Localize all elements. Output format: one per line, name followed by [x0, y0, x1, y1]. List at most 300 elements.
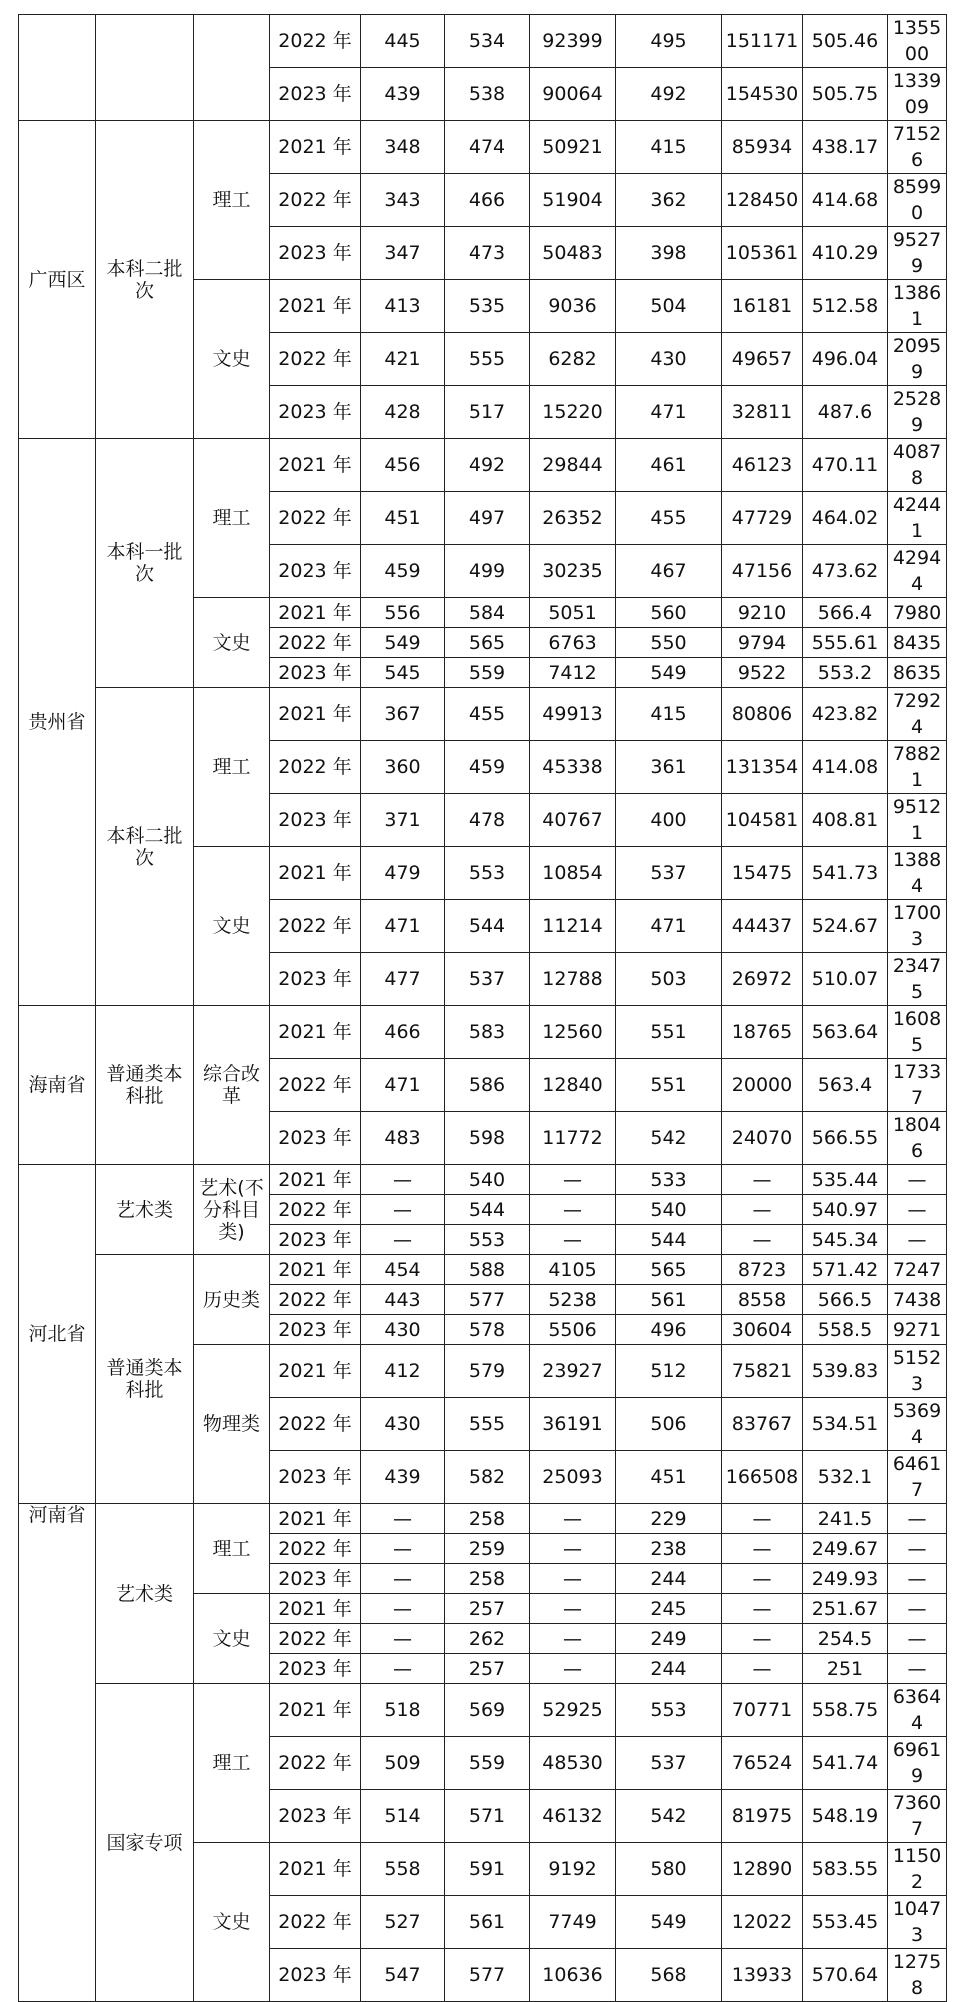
cell-g-cell: 540.97 — [803, 1195, 888, 1225]
cell-d-cell: 30235 — [530, 545, 616, 598]
cell-h-cell: 7247 — [888, 1255, 947, 1285]
cell-b-cell: 454 — [361, 1255, 445, 1285]
cell-h-cell: — — [888, 1624, 947, 1654]
category-cell: 历史类 — [194, 1255, 270, 1345]
cell-e-cell: 551 — [616, 1006, 722, 1059]
cell-c-cell: 584 — [445, 598, 530, 628]
cell-e-cell: 244 — [616, 1564, 722, 1594]
cell-e-cell: 245 — [616, 1594, 722, 1624]
cell-d-cell: 92399 — [530, 15, 616, 68]
cell-g-cell: 505.75 — [803, 68, 888, 121]
cell-f-cell: — — [722, 1165, 803, 1195]
year-cell: 2021 年 — [270, 439, 361, 492]
batch-cell: 本科二批次 — [96, 121, 194, 439]
province-cell: 河北省 — [19, 1165, 96, 1504]
cell-h-cell: 95279 — [888, 227, 947, 280]
cell-b-cell: 527 — [361, 1896, 445, 1949]
cell-d-cell: 90064 — [530, 68, 616, 121]
cell-h-cell: 20959 — [888, 333, 947, 386]
category-cell: 艺术(不分科目类) — [194, 1165, 270, 1255]
cell-c-cell: 534 — [445, 15, 530, 68]
cell-f-cell: 81975 — [722, 1790, 803, 1843]
cell-h-cell: — — [888, 1564, 947, 1594]
category-cell — [194, 15, 270, 121]
cell-c-cell: 499 — [445, 545, 530, 598]
table-row — [19, 1504, 947, 1534]
cell-g-cell: 571.42 — [803, 1255, 888, 1285]
year-cell: 2023 年 — [270, 1790, 361, 1843]
year-cell: 2022 年 — [270, 1285, 361, 1315]
cell-g-cell: 414.68 — [803, 174, 888, 227]
year-cell: 2023 年 — [270, 1654, 361, 1684]
cell-f-cell: 24070 — [722, 1112, 803, 1165]
cell-h-cell: 13884 — [888, 847, 947, 900]
cell-b-cell: 347 — [361, 227, 445, 280]
cell-h-cell: 73607 — [888, 1790, 947, 1843]
cell-e-cell: 544 — [616, 1225, 722, 1255]
cell-d-cell: 48530 — [530, 1737, 616, 1790]
cell-e-cell: 415 — [616, 121, 722, 174]
cell-f-cell: 12890 — [722, 1843, 803, 1896]
cell-d-cell: 36191 — [530, 1398, 616, 1451]
cell-d-cell: 11772 — [530, 1112, 616, 1165]
cell-g-cell: 410.29 — [803, 227, 888, 280]
cell-g-cell: 583.55 — [803, 1843, 888, 1896]
cell-c-cell: 559 — [445, 658, 530, 688]
cell-f-cell: 154530 — [722, 68, 803, 121]
year-cell: 2021 年 — [270, 121, 361, 174]
cell-c-cell: 455 — [445, 688, 530, 741]
cell-e-cell: 415 — [616, 688, 722, 741]
table-row — [19, 688, 947, 741]
cell-g-cell: 470.11 — [803, 439, 888, 492]
cell-d-cell: 51904 — [530, 174, 616, 227]
cell-b-cell: 360 — [361, 741, 445, 794]
cell-e-cell: 568 — [616, 1949, 722, 2002]
cell-f-cell: 83767 — [722, 1398, 803, 1451]
cell-d-cell: 7412 — [530, 658, 616, 688]
table-row — [19, 1006, 947, 1059]
cell-h-cell: 25289 — [888, 386, 947, 439]
cell-d-cell: 9192 — [530, 1843, 616, 1896]
cell-f-cell: 15475 — [722, 847, 803, 900]
cell-h-cell: 42944 — [888, 545, 947, 598]
province-cell: 广西区 — [19, 121, 96, 439]
cell-e-cell: 565 — [616, 1255, 722, 1285]
cell-f-cell: — — [722, 1534, 803, 1564]
cell-g-cell: 487.6 — [803, 386, 888, 439]
cell-h-cell: 8635 — [888, 658, 947, 688]
cell-g-cell: 496.04 — [803, 333, 888, 386]
year-cell: 2021 年 — [270, 847, 361, 900]
table-row — [19, 15, 947, 68]
cell-g-cell: 408.81 — [803, 794, 888, 847]
cell-b-cell: — — [361, 1165, 445, 1195]
cell-h-cell: 13861 — [888, 280, 947, 333]
cell-f-cell: — — [722, 1654, 803, 1684]
cell-f-cell: 151171 — [722, 15, 803, 68]
year-cell: 2023 年 — [270, 545, 361, 598]
cell-c-cell: 535 — [445, 280, 530, 333]
cell-b-cell: 514 — [361, 1790, 445, 1843]
cell-c-cell: 553 — [445, 1225, 530, 1255]
cell-e-cell: 244 — [616, 1654, 722, 1684]
year-cell: 2023 年 — [270, 1112, 361, 1165]
cell-e-cell: 537 — [616, 1737, 722, 1790]
cell-g-cell: 414.08 — [803, 741, 888, 794]
cell-h-cell: 69619 — [888, 1737, 947, 1790]
cell-f-cell: 47729 — [722, 492, 803, 545]
cell-h-cell: 16085 — [888, 1006, 947, 1059]
cell-e-cell: 537 — [616, 847, 722, 900]
cell-e-cell: 238 — [616, 1534, 722, 1564]
table-row — [19, 1684, 947, 1737]
category-cell: 文史 — [194, 1594, 270, 1684]
category-cell: 文史 — [194, 598, 270, 688]
cell-c-cell: 540 — [445, 1165, 530, 1195]
cell-c-cell: 257 — [445, 1654, 530, 1684]
table-row — [19, 1165, 947, 1195]
cell-d-cell: 25093 — [530, 1451, 616, 1504]
cell-g-cell: 534.51 — [803, 1398, 888, 1451]
year-cell: 2021 年 — [270, 280, 361, 333]
cell-b-cell: — — [361, 1534, 445, 1564]
cell-d-cell: 10854 — [530, 847, 616, 900]
cell-f-cell: 13933 — [722, 1949, 803, 2002]
cell-c-cell: 473 — [445, 227, 530, 280]
cell-f-cell: 9794 — [722, 628, 803, 658]
batch-cell: 国家专项 — [96, 1684, 194, 2002]
cell-g-cell: 251 — [803, 1654, 888, 1684]
cell-h-cell: — — [888, 1534, 947, 1564]
province-cell — [19, 15, 96, 121]
cell-d-cell: 12560 — [530, 1006, 616, 1059]
cell-g-cell: 535.44 — [803, 1165, 888, 1195]
year-cell: 2021 年 — [270, 1504, 361, 1534]
batch-cell: 普通类本科批 — [96, 1006, 194, 1165]
cell-h-cell: 135500 — [888, 15, 947, 68]
cell-e-cell: 362 — [616, 174, 722, 227]
cell-d-cell: 5051 — [530, 598, 616, 628]
cell-g-cell: 505.46 — [803, 15, 888, 68]
cell-b-cell: 471 — [361, 1059, 445, 1112]
cell-c-cell: 553 — [445, 847, 530, 900]
cell-f-cell: — — [722, 1564, 803, 1594]
cell-c-cell: 492 — [445, 439, 530, 492]
cell-d-cell: — — [530, 1195, 616, 1225]
category-cell: 文史 — [194, 1843, 270, 2002]
cell-f-cell: 8558 — [722, 1285, 803, 1315]
cell-h-cell: 51523 — [888, 1345, 947, 1398]
cell-f-cell: 26972 — [722, 953, 803, 1006]
category-cell: 理工 — [194, 439, 270, 598]
cell-b-cell: — — [361, 1624, 445, 1654]
cell-h-cell: 72924 — [888, 688, 947, 741]
cell-h-cell: — — [888, 1165, 947, 1195]
admission-score-table — [18, 14, 947, 2002]
cell-e-cell: 361 — [616, 741, 722, 794]
cell-g-cell: 553.2 — [803, 658, 888, 688]
cell-e-cell: 542 — [616, 1790, 722, 1843]
cell-b-cell: — — [361, 1654, 445, 1684]
cell-h-cell: 7438 — [888, 1285, 947, 1315]
cell-b-cell: — — [361, 1594, 445, 1624]
cell-g-cell: 563.4 — [803, 1059, 888, 1112]
cell-f-cell: 20000 — [722, 1059, 803, 1112]
year-cell: 2022 年 — [270, 1534, 361, 1564]
cell-c-cell: 538 — [445, 68, 530, 121]
cell-c-cell: 259 — [445, 1534, 530, 1564]
cell-b-cell: — — [361, 1504, 445, 1534]
cell-e-cell: 451 — [616, 1451, 722, 1504]
cell-c-cell: 569 — [445, 1684, 530, 1737]
year-cell: 2022 年 — [270, 1737, 361, 1790]
cell-g-cell: 553.45 — [803, 1896, 888, 1949]
category-cell: 文史 — [194, 847, 270, 1006]
category-cell: 综合改革 — [194, 1006, 270, 1165]
year-cell: 2022 年 — [270, 492, 361, 545]
year-cell: 2023 年 — [270, 658, 361, 688]
cell-f-cell: 131354 — [722, 741, 803, 794]
cell-f-cell: — — [722, 1594, 803, 1624]
cell-d-cell: 50921 — [530, 121, 616, 174]
cell-e-cell: 495 — [616, 15, 722, 68]
year-cell: 2021 年 — [270, 1255, 361, 1285]
province-cell: 海南省 — [19, 1006, 96, 1165]
year-cell: 2021 年 — [270, 688, 361, 741]
cell-e-cell: 533 — [616, 1165, 722, 1195]
cell-f-cell: 166508 — [722, 1451, 803, 1504]
category-cell: 文史 — [194, 280, 270, 439]
cell-h-cell: 12758 — [888, 1949, 947, 2002]
cell-b-cell: 430 — [361, 1315, 445, 1345]
cell-h-cell: 95121 — [888, 794, 947, 847]
cell-g-cell: 566.5 — [803, 1285, 888, 1315]
cell-e-cell: 496 — [616, 1315, 722, 1345]
cell-g-cell: 541.73 — [803, 847, 888, 900]
cell-e-cell: 561 — [616, 1285, 722, 1315]
cell-f-cell: 80806 — [722, 688, 803, 741]
year-cell: 2022 年 — [270, 1398, 361, 1451]
cell-h-cell: 11502 — [888, 1843, 947, 1896]
batch-cell: 本科一批次 — [96, 439, 194, 688]
cell-g-cell: 251.67 — [803, 1594, 888, 1624]
cell-g-cell: 438.17 — [803, 121, 888, 174]
cell-f-cell: 49657 — [722, 333, 803, 386]
cell-c-cell: 474 — [445, 121, 530, 174]
cell-h-cell: 17337 — [888, 1059, 947, 1112]
category-cell: 物理类 — [194, 1345, 270, 1504]
year-cell: 2022 年 — [270, 628, 361, 658]
batch-cell: 本科二批次 — [96, 688, 194, 1006]
cell-h-cell: 17003 — [888, 900, 947, 953]
cell-e-cell: 540 — [616, 1195, 722, 1225]
cell-g-cell: 558.75 — [803, 1684, 888, 1737]
cell-d-cell: — — [530, 1504, 616, 1534]
cell-e-cell: 455 — [616, 492, 722, 545]
year-cell: 2023 年 — [270, 794, 361, 847]
cell-b-cell: 443 — [361, 1285, 445, 1315]
cell-d-cell: 5238 — [530, 1285, 616, 1315]
cell-b-cell: 371 — [361, 794, 445, 847]
cell-g-cell: 555.61 — [803, 628, 888, 658]
cell-c-cell: 578 — [445, 1315, 530, 1345]
cell-c-cell: 586 — [445, 1059, 530, 1112]
cell-f-cell: 12022 — [722, 1896, 803, 1949]
cell-c-cell: 544 — [445, 900, 530, 953]
cell-g-cell: 249.93 — [803, 1564, 888, 1594]
year-cell: 2022 年 — [270, 900, 361, 953]
cell-b-cell: 439 — [361, 1451, 445, 1504]
cell-g-cell: 566.55 — [803, 1112, 888, 1165]
cell-e-cell: 400 — [616, 794, 722, 847]
cell-h-cell: — — [888, 1195, 947, 1225]
cell-b-cell: 479 — [361, 847, 445, 900]
cell-d-cell: — — [530, 1534, 616, 1564]
cell-b-cell: 439 — [361, 68, 445, 121]
year-cell: 2023 年 — [270, 1451, 361, 1504]
cell-b-cell: 459 — [361, 545, 445, 598]
cell-e-cell: 504 — [616, 280, 722, 333]
cell-e-cell: 551 — [616, 1059, 722, 1112]
cell-e-cell: 560 — [616, 598, 722, 628]
cell-h-cell: — — [888, 1225, 947, 1255]
cell-f-cell: — — [722, 1195, 803, 1225]
cell-e-cell: 471 — [616, 900, 722, 953]
batch-cell — [96, 15, 194, 121]
year-cell: 2022 年 — [270, 1624, 361, 1654]
cell-d-cell: 6763 — [530, 628, 616, 658]
cell-c-cell: 517 — [445, 386, 530, 439]
year-cell: 2021 年 — [270, 1843, 361, 1896]
cell-g-cell: 570.64 — [803, 1949, 888, 2002]
year-cell: 2023 年 — [270, 227, 361, 280]
cell-g-cell: 524.67 — [803, 900, 888, 953]
cell-d-cell: 40767 — [530, 794, 616, 847]
category-cell: 理工 — [194, 121, 270, 280]
year-cell: 2022 年 — [270, 333, 361, 386]
batch-cell: 艺术类 — [96, 1165, 194, 1255]
year-cell: 2021 年 — [270, 1006, 361, 1059]
cell-b-cell: — — [361, 1195, 445, 1225]
cell-e-cell: 398 — [616, 227, 722, 280]
table-row — [19, 439, 947, 492]
cell-d-cell: — — [530, 1594, 616, 1624]
cell-f-cell: 8723 — [722, 1255, 803, 1285]
cell-f-cell: 30604 — [722, 1315, 803, 1345]
cell-e-cell: 549 — [616, 1896, 722, 1949]
cell-b-cell: 428 — [361, 386, 445, 439]
cell-h-cell: 64617 — [888, 1451, 947, 1504]
cell-e-cell: 550 — [616, 628, 722, 658]
cell-c-cell: 588 — [445, 1255, 530, 1285]
cell-d-cell: 12788 — [530, 953, 616, 1006]
cell-g-cell: 249.67 — [803, 1534, 888, 1564]
year-cell: 2022 年 — [270, 1059, 361, 1112]
cell-f-cell: 47156 — [722, 545, 803, 598]
cell-e-cell: 553 — [616, 1684, 722, 1737]
cell-d-cell: 23927 — [530, 1345, 616, 1398]
cell-c-cell: 577 — [445, 1949, 530, 2002]
year-cell: 2021 年 — [270, 1594, 361, 1624]
cell-d-cell: 11214 — [530, 900, 616, 953]
cell-d-cell: 6282 — [530, 333, 616, 386]
cell-g-cell: 464.02 — [803, 492, 888, 545]
cell-g-cell: 254.5 — [803, 1624, 888, 1654]
year-cell: 2023 年 — [270, 953, 361, 1006]
cell-c-cell: 579 — [445, 1345, 530, 1398]
cell-f-cell: 16181 — [722, 280, 803, 333]
cell-d-cell: 5506 — [530, 1315, 616, 1345]
year-cell: 2021 年 — [270, 1165, 361, 1195]
cell-e-cell: 471 — [616, 386, 722, 439]
cell-f-cell: 18765 — [722, 1006, 803, 1059]
cell-e-cell: 430 — [616, 333, 722, 386]
cell-c-cell: 583 — [445, 1006, 530, 1059]
cell-g-cell: 423.82 — [803, 688, 888, 741]
cell-g-cell: 545.34 — [803, 1225, 888, 1255]
cell-f-cell: — — [722, 1624, 803, 1654]
cell-c-cell: 262 — [445, 1624, 530, 1654]
cell-e-cell: 503 — [616, 953, 722, 1006]
cell-c-cell: 258 — [445, 1504, 530, 1534]
cell-c-cell: 466 — [445, 174, 530, 227]
year-cell: 2023 年 — [270, 1315, 361, 1345]
cell-c-cell: 555 — [445, 333, 530, 386]
cell-b-cell: 430 — [361, 1398, 445, 1451]
category-cell: 理工 — [194, 688, 270, 847]
cell-b-cell: 413 — [361, 280, 445, 333]
cell-d-cell: 29844 — [530, 439, 616, 492]
cell-g-cell: 241.5 — [803, 1504, 888, 1534]
cell-e-cell: 542 — [616, 1112, 722, 1165]
cell-g-cell: 512.58 — [803, 280, 888, 333]
cell-c-cell: 559 — [445, 1737, 530, 1790]
cell-e-cell: 467 — [616, 545, 722, 598]
cell-f-cell: 9210 — [722, 598, 803, 628]
cell-f-cell: 128450 — [722, 174, 803, 227]
cell-b-cell: 421 — [361, 333, 445, 386]
cell-d-cell: 46132 — [530, 1790, 616, 1843]
cell-d-cell: 50483 — [530, 227, 616, 280]
year-cell: 2023 年 — [270, 386, 361, 439]
cell-h-cell: 10473 — [888, 1896, 947, 1949]
cell-h-cell: — — [888, 1654, 947, 1684]
cell-h-cell: 42441 — [888, 492, 947, 545]
cell-e-cell: 249 — [616, 1624, 722, 1654]
cell-b-cell: 445 — [361, 15, 445, 68]
cell-c-cell: 571 — [445, 1790, 530, 1843]
cell-e-cell: 512 — [616, 1345, 722, 1398]
cell-g-cell: 541.74 — [803, 1737, 888, 1790]
cell-f-cell: — — [722, 1504, 803, 1534]
cell-h-cell: 18046 — [888, 1112, 947, 1165]
cell-b-cell: 412 — [361, 1345, 445, 1398]
cell-b-cell: 343 — [361, 174, 445, 227]
cell-b-cell: 477 — [361, 953, 445, 1006]
province-cell: 河南省 — [19, 1504, 96, 2002]
cell-d-cell: 9036 — [530, 280, 616, 333]
cell-d-cell: 12840 — [530, 1059, 616, 1112]
cell-d-cell: — — [530, 1225, 616, 1255]
cell-c-cell: 598 — [445, 1112, 530, 1165]
year-cell: 2021 年 — [270, 1345, 361, 1398]
batch-cell: 普通类本科批 — [96, 1255, 194, 1504]
cell-b-cell: 471 — [361, 900, 445, 953]
cell-h-cell: 8435 — [888, 628, 947, 658]
year-cell: 2022 年 — [270, 15, 361, 68]
cell-g-cell: 532.1 — [803, 1451, 888, 1504]
